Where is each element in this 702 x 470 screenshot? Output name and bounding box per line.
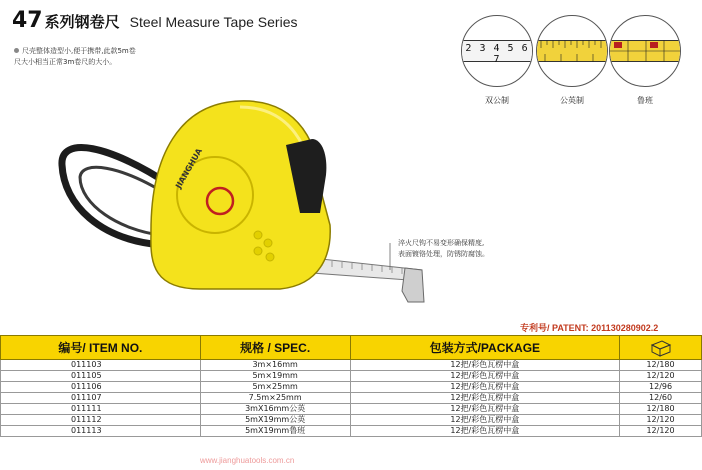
variant-label: 鲁班 [637, 96, 653, 105]
package-cell: 12把/彩色瓦楞中盒 [350, 360, 620, 371]
page-title [12, 8, 297, 33]
tape-measure-product-image [50, 95, 450, 310]
table-header-row [1, 336, 702, 360]
spec-cell: 5m×19mm [200, 371, 350, 382]
brand-name: JIANGHUA [173, 146, 205, 190]
table-row [1, 360, 702, 371]
item-no-cell: 011107 [1, 393, 201, 404]
variant-dual-metric [460, 15, 534, 106]
table-row [1, 371, 702, 382]
bullet-icon [14, 48, 19, 53]
ruler-ticks-icon [537, 40, 608, 62]
package-cell: 12把/彩色瓦楞中盒 [350, 426, 620, 437]
item-no-cell: 011106 [1, 382, 201, 393]
luban-ruler-icon [610, 40, 681, 62]
header-box [620, 336, 702, 360]
box-qty-cell: 12/180 [620, 360, 702, 371]
watermark-text: www.jianghuatools.com.cn [200, 456, 295, 465]
spec-table [0, 335, 702, 437]
box-qty-cell: 12/120 [620, 426, 702, 437]
variant-metric-imperial [535, 15, 609, 106]
description-line-2: 尺大小相当正常3m卷尺的大小。 [14, 58, 117, 66]
spec-cell: 5m×25mm [200, 382, 350, 393]
patent-number: 专利号/ PATENT: 201130280902.2 [520, 323, 659, 333]
package-cell: 12把/彩色瓦楞中盒 [350, 371, 620, 382]
box-qty-cell: 12/180 [620, 404, 702, 415]
title-english: Steel Measure Tape Series [129, 14, 298, 30]
item-no-cell: 011103 [1, 360, 201, 371]
callout-line-2: 表面镀铬处理，防锈防腐蚀。 [398, 250, 489, 258]
item-no-cell: 011105 [1, 371, 201, 382]
title-chinese: 系列钢卷尺 [44, 13, 120, 31]
spec-cell: 3mX16mm公英 [200, 404, 350, 415]
box-qty-cell: 12/60 [620, 393, 702, 404]
spec-cell: 5mX19mm公英 [200, 415, 350, 426]
table-row [1, 382, 702, 393]
series-number: 47 [12, 8, 43, 33]
table-row [1, 426, 702, 437]
package-cell: 12把/彩色瓦楞中盒 [350, 404, 620, 415]
package-cell: 12把/彩色瓦楞中盒 [350, 382, 620, 393]
box-qty-cell: 12/96 [620, 382, 702, 393]
table-row [1, 393, 702, 404]
dual-metric-digits: 2 3 4 5 6 7 [465, 43, 529, 65]
carton-box-icon [650, 339, 672, 357]
box-qty-cell: 12/120 [620, 415, 702, 426]
variant-label: 公英制 [560, 96, 584, 105]
item-no-cell: 011112 [1, 415, 201, 426]
spec-cell: 5mX19mm鲁班 [200, 426, 350, 437]
header-item-no: 编号/ ITEM NO. [1, 336, 201, 360]
variant-luban [608, 15, 682, 106]
logo-icon [207, 188, 233, 214]
spec-cell: 3m×16mm [200, 360, 350, 371]
package-cell: 12把/彩色瓦楞中盒 [350, 415, 620, 426]
header-package: 包装方式/PACKAGE [350, 336, 620, 360]
box-qty-cell: 12/120 [620, 371, 702, 382]
header-spec: 规格 / SPEC. [200, 336, 350, 360]
table-row [1, 415, 702, 426]
variant-label: 双公制 [485, 96, 509, 105]
spec-cell: 7.5m×25mm [200, 393, 350, 404]
product-description [14, 46, 164, 68]
luban-lens-image [609, 15, 681, 87]
dual-metric-lens-image [461, 15, 533, 87]
item-no-cell: 011111 [1, 404, 201, 415]
package-cell: 12把/彩色瓦楞中盒 [350, 393, 620, 404]
callout-line-1: 淬火尺钩不易变形确保精度, [398, 239, 485, 247]
description-line-1: 尺壳整体造型小,便于携带,此款5m卷 [22, 47, 136, 55]
table-row [1, 404, 702, 415]
tape-hook [402, 268, 424, 302]
item-no-cell: 011113 [1, 426, 201, 437]
hook-callout [398, 238, 518, 260]
metric-imperial-lens-image [536, 15, 608, 87]
